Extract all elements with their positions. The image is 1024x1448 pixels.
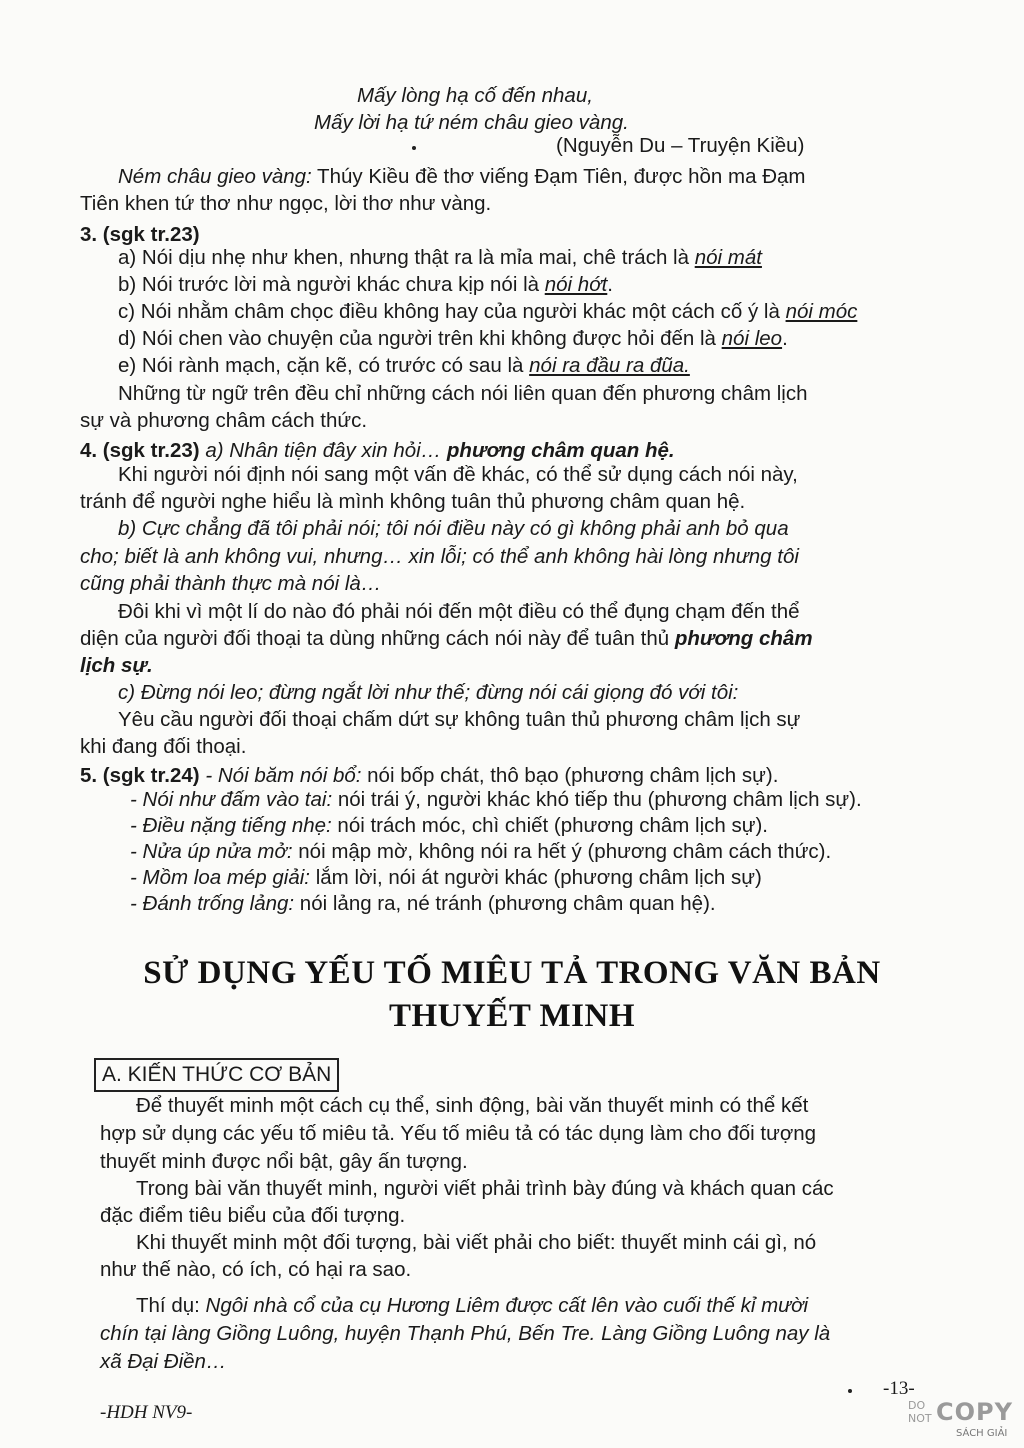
q4-para-2: tránh để người nghe hiểu là mình không tuân thủ phương châm quan hệ. <box>80 490 746 513</box>
q4-para-3: Đôi khi vì một lí do nào đó phải nói đến một điều có thể đụng chạm đến thể <box>118 600 800 623</box>
q3-a <box>118 244 762 271</box>
q5-line-4 <box>130 838 831 865</box>
note-line-2: Tiên khen tứ thơ như ngọc, lời thơ như vàng. <box>80 192 492 215</box>
q4-para-6: Yêu cầu người đối thoại chấm dứt sự không tuân thủ phương châm lịch sự <box>118 708 801 731</box>
q5-line-2 <box>130 786 862 813</box>
poem-source <box>556 132 804 159</box>
q5-l6-term: - Đánh trống lảng: <box>130 892 295 915</box>
q5-l5-text: lắm lời, nói át người khác (phương châm lịch sự) <box>310 866 762 889</box>
q5-line-3 <box>130 812 768 839</box>
q3-c-term: nói móc <box>785 300 858 323</box>
q5-l4-text: nói mập mờ, không nói ra hết ý (phương châm cách thức). <box>292 840 832 863</box>
q3-a-term: nói mát <box>694 246 762 269</box>
section-title-line-2: THUYẾT MINH <box>388 998 635 1034</box>
section-para-6: Khi thuyết minh một đối tượng, bài viết phải cho biết: thuyết minh cái gì, nó <box>136 1231 817 1254</box>
section-para-7: như thế nào, có ích, có hại ra sao. <box>100 1258 412 1281</box>
watermark-do: DO <box>908 1399 926 1412</box>
page-number: -13- <box>883 1378 915 1399</box>
q3-b-text: b) Nói trước lời mà người khác chưa kịp nói là <box>118 273 545 296</box>
footer-label: -HDH NV9- <box>100 1402 193 1423</box>
q3-e-term: nói ra đầu ra đũa. <box>529 354 690 377</box>
q4-para-4 <box>80 625 813 652</box>
section-title-line-1: SỬ DỤNG YẾU TỐ MIÊU TẢ TRONG VĂN BẢN <box>143 955 881 991</box>
q4-a-italic: a) Nhân tiện đây xin hỏi… <box>199 439 442 462</box>
q3-b <box>118 271 613 298</box>
example-line-1 <box>136 1292 808 1319</box>
poem-source-text: (Nguyễn Du – Truyện Kiều) <box>556 134 805 157</box>
section-para-5: đặc điểm tiêu biểu của đối tượng. <box>100 1204 406 1227</box>
q5-l1-term: - Nói băm nói bổ: <box>199 764 362 787</box>
watermark-logo <box>906 1398 1018 1444</box>
section-para-1: Để thuyết minh một cách cụ thể, sinh động, bài văn thuyết minh có thể kết <box>136 1094 809 1117</box>
q5-head: 5. (sgk tr.24) <box>80 764 200 787</box>
watermark-not: NOT <box>908 1412 932 1425</box>
section-para-4: Trong bài văn thuyết minh, người viết phải trình bày đúng và khách quan các <box>136 1177 834 1200</box>
q3-heading: 3. (sgk tr.23) <box>80 223 200 246</box>
footer-dot <box>848 1389 852 1393</box>
q5-l5-term: - Mồm loa mép giải: <box>130 866 311 889</box>
q4-para-7: khi đang đối thoại. <box>80 735 247 758</box>
q5-l6-text: nói lảng ra, né tránh (phương châm quan hệ). <box>294 892 716 915</box>
q3-summary-2: sự và phương châm cách thức. <box>80 409 368 432</box>
q4-para-5: lịch sự. <box>80 654 153 677</box>
q3-d <box>118 325 788 352</box>
q5-l2-term: - Nói như đấm vào tai: <box>130 788 333 811</box>
q3-d-term: nói leo <box>721 327 783 350</box>
poem-line-1: Mấy lòng hạ cố đến nhau, <box>357 84 593 107</box>
q3-summary-1: Những từ ngữ trên đều chỉ những cách nói liên quan đến phương châm lịch <box>118 382 808 405</box>
watermark-copy: COPY <box>936 1398 1013 1426</box>
q3-c <box>118 298 857 325</box>
q3-b-end: . <box>607 273 613 296</box>
q5-l3-text: nói trách móc, chì chiết (phương châm lịch sự). <box>331 814 768 837</box>
q4-para-1: Khi người nói định nói sang một vấn đề khác, có thể sử dụng cách nói này, <box>118 463 798 486</box>
q4-c-line: c) Đừng nói leo; đừng ngắt lời như thế; đừng nói cái giọng đó với tôi: <box>118 681 739 704</box>
bullet-mark <box>412 146 416 150</box>
q3-a-text: a) Nói dịu nhẹ như khen, nhưng thật ra là mỉa mai, chê trách là <box>118 246 695 269</box>
section-heading-box: A. KIẾN THỨC CƠ BẢN <box>94 1058 339 1092</box>
q5-l3-term: - Điều nặng tiếng nhẹ: <box>130 814 332 837</box>
q5-line-6 <box>130 890 716 917</box>
q3-e <box>118 352 690 379</box>
note-text-1: Thúy Kiều đề thơ viếng Đạm Tiên, được hồn ma Đạm <box>311 165 806 188</box>
q3-c-text: c) Nói nhằm châm chọc điều không hay của người khác một cách cố ý là <box>118 300 786 323</box>
q3-d-end: . <box>782 327 788 350</box>
section-para-2: hợp sử dụng các yếu tố miêu tả. Yếu tố miêu tả có tác dụng làm cho đối tượng <box>100 1122 817 1145</box>
q4-b-line-1: b) Cực chẳng đã tôi phải nói; tôi nói điều này có gì không phải anh bỏ qua <box>118 517 789 540</box>
q3-e-text: e) Nói rành mạch, cặn kẽ, có trước có sau là <box>118 354 530 377</box>
example-label: Thí dụ: <box>136 1294 206 1317</box>
note-term: Ném châu gieo vàng: <box>118 165 312 188</box>
poem-line-2: Mấy lời hạ tứ ném châu gieo vàng. <box>314 111 629 134</box>
q4-b-line-2: cho; biết là anh không vui, nhưng… xin lỗi; có thể anh không hài lòng nhưng tôi <box>80 545 799 568</box>
q4-para-4-text: diện của người đối thoại ta dùng những cách nói này để tuân thủ <box>80 627 675 650</box>
section-para-3: thuyết minh được nổi bật, gây ấn tượng. <box>100 1150 468 1173</box>
note-line-1 <box>118 163 805 190</box>
watermark-brand: SÁCH GIẢI <box>956 1428 1008 1439</box>
q4-b-line-3: cũng phải thành thực mà nói là… <box>80 572 382 595</box>
q4-head: 4. (sgk tr.23) <box>80 439 200 462</box>
q4-para-4-bold: phương châm <box>674 627 813 650</box>
q3-b-term: nói hớt <box>544 273 608 296</box>
q5-line-1 <box>80 762 778 789</box>
q4-a-bold: phương châm quan hệ. <box>441 439 675 462</box>
example-line-2: chín tại làng Giồng Luông, huyện Thạnh Phú, Bến Tre. Làng Giồng Luông nay là <box>100 1322 831 1345</box>
example-text-1: Ngôi nhà cổ của cụ Hương Liêm được cất lên vào cuối thế kỉ mười <box>205 1294 809 1317</box>
q5-l4-term: - Nửa úp nửa mở: <box>130 840 293 863</box>
q3-d-text: d) Nói chen vào chuyện của người trên khi không được hỏi đến là <box>118 327 722 350</box>
q5-l1-text: nói bốp chát, thô bạo (phương châm lịch sự). <box>361 764 779 787</box>
q5-l2-text: nói trái ý, người khác khó tiếp thu (phương châm lịch sự). <box>332 788 862 811</box>
q5-line-5 <box>130 864 762 891</box>
example-line-3: xã Đại Điền… <box>100 1350 227 1373</box>
q4-heading <box>80 437 675 464</box>
